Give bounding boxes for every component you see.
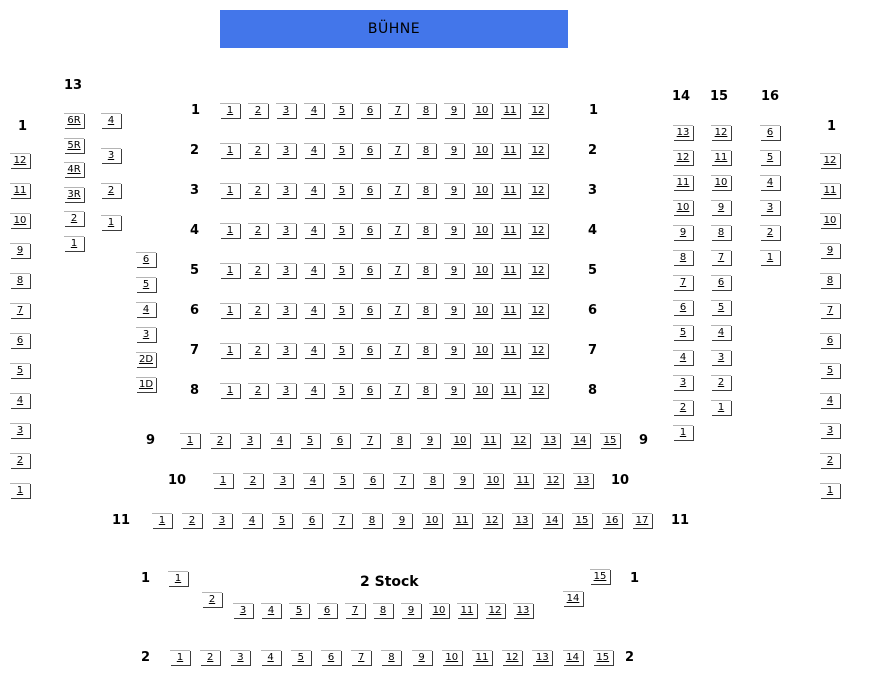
row-5-seat-11[interactable]: 11 (500, 263, 520, 278)
section-13-outer-seat-5R[interactable]: 5R (64, 138, 84, 153)
balcony-row-1-seat-8[interactable]: 8 (373, 603, 393, 618)
row-2-seat-6[interactable]: 6 (360, 143, 380, 158)
balcony-row-1-seat-9[interactable]: 9 (401, 603, 421, 618)
row-4-seat-7[interactable]: 7 (388, 223, 408, 238)
row-7-right-label: 7 (588, 343, 598, 358)
section-13-inner-seat-3[interactable]: 3 (101, 148, 121, 163)
row-4-seat-5[interactable]: 5 (332, 223, 352, 238)
section-14-seat-4[interactable]: 4 (673, 350, 693, 365)
row-2-seat-8[interactable]: 8 (416, 143, 436, 158)
row-7-left-label: 7 (190, 343, 200, 358)
row-10-left-label: 10 (168, 473, 187, 488)
balcony-row-2-seat-4[interactable]: 4 (261, 650, 281, 665)
side-column-seat-1D[interactable]: 1D (136, 377, 156, 392)
row-3-seat-4[interactable]: 4 (304, 183, 324, 198)
row-10-seat-5[interactable]: 5 (333, 473, 353, 488)
row-6-seat-10[interactable]: 10 (472, 303, 492, 318)
section-15-seat-8[interactable]: 8 (711, 225, 731, 240)
section-13-inner-seat-1[interactable]: 1 (101, 215, 121, 230)
right-column-seat-9[interactable]: 9 (820, 243, 840, 258)
row-5-seat-9[interactable]: 9 (444, 263, 464, 278)
balcony-row-2-seat-6[interactable]: 6 (321, 650, 341, 665)
stage-banner: BÜHNE (220, 10, 568, 48)
row-1-seat-6[interactable]: 6 (360, 103, 380, 118)
row-8-seat-12[interactable]: 12 (528, 383, 548, 398)
left-column-seat-10[interactable]: 10 (10, 213, 30, 228)
row-11-seat-3[interactable]: 3 (212, 513, 232, 528)
row-2-seat-1[interactable]: 1 (220, 143, 240, 158)
row-6-right-label: 6 (588, 303, 598, 318)
row-9-seat-13[interactable]: 13 (540, 433, 560, 448)
row-5-seat-4[interactable]: 4 (304, 263, 324, 278)
row-4-seat-11[interactable]: 11 (500, 223, 520, 238)
row-1-seat-8[interactable]: 8 (416, 103, 436, 118)
row-4-seat-6[interactable]: 6 (360, 223, 380, 238)
row-8-seat-9[interactable]: 9 (444, 383, 464, 398)
row-10-seat-6[interactable]: 6 (363, 473, 383, 488)
row-2-seat-5[interactable]: 5 (332, 143, 352, 158)
right-column-seat-7[interactable]: 7 (820, 303, 840, 318)
row-5-right-label: 5 (588, 263, 598, 278)
row-6-seat-12[interactable]: 12 (528, 303, 548, 318)
row-3-seat-9[interactable]: 9 (444, 183, 464, 198)
section-15-seat-9[interactable]: 9 (711, 200, 731, 215)
row-3-seat-3[interactable]: 3 (276, 183, 296, 198)
section-13-outer-seat-2[interactable]: 2 (64, 211, 84, 226)
row-10-seat-3[interactable]: 3 (273, 473, 293, 488)
row-7-seat-11[interactable]: 11 (500, 343, 520, 358)
row-1-right-label: 1 (589, 103, 599, 118)
row-10-seat-12[interactable]: 12 (543, 473, 563, 488)
row-8-seat-7[interactable]: 7 (388, 383, 408, 398)
right-column-label: 1 (827, 119, 837, 134)
row-5-seat-1[interactable]: 1 (220, 263, 240, 278)
balcony-row-1-seat-12[interactable]: 12 (485, 603, 505, 618)
balcony-row-2-right-label: 2 (625, 650, 635, 665)
row-8-right-label: 8 (588, 383, 598, 398)
section-16-label: 16 (761, 89, 780, 104)
row-3-seat-1[interactable]: 1 (220, 183, 240, 198)
row-2-right-label: 2 (588, 143, 598, 158)
balcony-row-1-seat-15[interactable]: 15 (590, 569, 610, 584)
row-5-seat-5[interactable]: 5 (332, 263, 352, 278)
row-10-seat-10[interactable]: 10 (483, 473, 503, 488)
balcony-row-1-seat-14[interactable]: 14 (563, 591, 583, 606)
section-16-seat-5[interactable]: 5 (760, 150, 780, 165)
row-5-seat-12[interactable]: 12 (528, 263, 548, 278)
row-3-right-label: 3 (588, 183, 598, 198)
row-6-seat-6[interactable]: 6 (360, 303, 380, 318)
section-13-outer-seat-6R[interactable]: 6R (64, 113, 84, 128)
balcony-row-2-seat-10[interactable]: 10 (442, 650, 462, 665)
row-4-seat-1[interactable]: 1 (220, 223, 240, 238)
section-14-seat-11[interactable]: 11 (673, 175, 693, 190)
section-13-outer-seat-4R[interactable]: 4R (64, 162, 84, 177)
row-9-seat-6[interactable]: 6 (330, 433, 350, 448)
row-4-seat-9[interactable]: 9 (444, 223, 464, 238)
balcony-row-2-seat-11[interactable]: 11 (472, 650, 492, 665)
side-column-seat-2D[interactable]: 2D (136, 352, 156, 367)
balcony-row-1-seat-1[interactable]: 1 (168, 571, 188, 586)
row-8-seat-3[interactable]: 3 (276, 383, 296, 398)
right-column-seat-3[interactable]: 3 (820, 423, 840, 438)
left-column-seat-7[interactable]: 7 (10, 303, 30, 318)
row-6-seat-2[interactable]: 2 (248, 303, 268, 318)
section-14-label: 14 (672, 89, 691, 104)
row-9-seat-7[interactable]: 7 (360, 433, 380, 448)
row-6-seat-7[interactable]: 7 (388, 303, 408, 318)
section-15-seat-6[interactable]: 6 (711, 275, 731, 290)
row-8-left-label: 8 (190, 383, 200, 398)
row-9-seat-11[interactable]: 11 (480, 433, 500, 448)
right-column-seat-2[interactable]: 2 (820, 453, 840, 468)
row-6-seat-4[interactable]: 4 (304, 303, 324, 318)
row-7-seat-6[interactable]: 6 (360, 343, 380, 358)
row-5-seat-10[interactable]: 10 (472, 263, 492, 278)
section-14-seat-1[interactable]: 1 (673, 425, 693, 440)
balcony-row-2-seat-15[interactable]: 15 (593, 650, 613, 665)
balcony-row-2-seat-9[interactable]: 9 (412, 650, 432, 665)
row-6-seat-9[interactable]: 9 (444, 303, 464, 318)
left-column-label: 1 (18, 119, 28, 134)
row-4-seat-8[interactable]: 8 (416, 223, 436, 238)
row-10-seat-8[interactable]: 8 (423, 473, 443, 488)
section-15-seat-3[interactable]: 3 (711, 350, 731, 365)
row-9-seat-5[interactable]: 5 (300, 433, 320, 448)
section-14-seat-12[interactable]: 12 (673, 150, 693, 165)
row-1-seat-11[interactable]: 11 (500, 103, 520, 118)
section-14-seat-10[interactable]: 10 (673, 200, 693, 215)
row-2-seat-2[interactable]: 2 (248, 143, 268, 158)
left-column-seat-3[interactable]: 3 (10, 423, 30, 438)
balcony-row-1-seat-3[interactable]: 3 (233, 603, 253, 618)
row-9-seat-12[interactable]: 12 (510, 433, 530, 448)
side-column-seat-3[interactable]: 3 (136, 327, 156, 342)
row-2-seat-11[interactable]: 11 (500, 143, 520, 158)
row-2-seat-7[interactable]: 7 (388, 143, 408, 158)
row-7-seat-12[interactable]: 12 (528, 343, 548, 358)
section-15-seat-12[interactable]: 12 (711, 125, 731, 140)
left-column-seat-6[interactable]: 6 (10, 333, 30, 348)
row-11-seat-10[interactable]: 10 (422, 513, 442, 528)
row-7-seat-4[interactable]: 4 (304, 343, 324, 358)
row-3-seat-2[interactable]: 2 (248, 183, 268, 198)
section-15-seat-5[interactable]: 5 (711, 300, 731, 315)
row-9-seat-14[interactable]: 14 (570, 433, 590, 448)
section-15-seat-10[interactable]: 10 (711, 175, 731, 190)
balcony-row-1-seat-10[interactable]: 10 (429, 603, 449, 618)
right-column-seat-6[interactable]: 6 (820, 333, 840, 348)
balcony-row-2-seat-8[interactable]: 8 (381, 650, 401, 665)
row-6-seat-8[interactable]: 8 (416, 303, 436, 318)
balcony-row-2-seat-13[interactable]: 13 (532, 650, 552, 665)
row-11-seat-2[interactable]: 2 (182, 513, 202, 528)
row-11-seat-6[interactable]: 6 (302, 513, 322, 528)
row-9-seat-8[interactable]: 8 (390, 433, 410, 448)
row-11-seat-14[interactable]: 14 (542, 513, 562, 528)
balcony-row-1-seat-2[interactable]: 2 (202, 592, 222, 607)
row-3-seat-7[interactable]: 7 (388, 183, 408, 198)
row-4-seat-12[interactable]: 12 (528, 223, 548, 238)
balcony-row-2-seat-12[interactable]: 12 (502, 650, 522, 665)
row-8-seat-1[interactable]: 1 (220, 383, 240, 398)
right-column-seat-12[interactable]: 12 (820, 153, 840, 168)
section-13-label: 13 (64, 78, 83, 93)
row-2-seat-9[interactable]: 9 (444, 143, 464, 158)
row-5-seat-2[interactable]: 2 (248, 263, 268, 278)
section-14-seat-8[interactable]: 8 (673, 250, 693, 265)
row-2-left-label: 2 (190, 143, 200, 158)
row-1-seat-2[interactable]: 2 (248, 103, 268, 118)
row-2-seat-10[interactable]: 10 (472, 143, 492, 158)
balcony-row-1-seat-11[interactable]: 11 (457, 603, 477, 618)
row-11-seat-11[interactable]: 11 (452, 513, 472, 528)
row-11-seat-12[interactable]: 12 (482, 513, 502, 528)
row-6-seat-1[interactable]: 1 (220, 303, 240, 318)
row-10-seat-1[interactable]: 1 (213, 473, 233, 488)
row-8-seat-11[interactable]: 11 (500, 383, 520, 398)
row-2-seat-4[interactable]: 4 (304, 143, 324, 158)
left-column-seat-4[interactable]: 4 (10, 393, 30, 408)
row-7-seat-10[interactable]: 10 (472, 343, 492, 358)
row-9-right-label: 9 (639, 433, 649, 448)
section-14-seat-13[interactable]: 13 (673, 125, 693, 140)
row-8-seat-4[interactable]: 4 (304, 383, 324, 398)
row-8-seat-10[interactable]: 10 (472, 383, 492, 398)
right-column-seat-1[interactable]: 1 (820, 483, 840, 498)
left-column-seat-11[interactable]: 11 (10, 183, 30, 198)
row-10-right-label: 10 (611, 473, 630, 488)
row-5-seat-8[interactable]: 8 (416, 263, 436, 278)
row-9-seat-10[interactable]: 10 (450, 433, 470, 448)
side-column-seat-6[interactable]: 6 (136, 252, 156, 267)
balcony-row-1-seat-4[interactable]: 4 (261, 603, 281, 618)
row-7-seat-9[interactable]: 9 (444, 343, 464, 358)
left-column-seat-2[interactable]: 2 (10, 453, 30, 468)
row-6-seat-5[interactable]: 5 (332, 303, 352, 318)
left-column-seat-5[interactable]: 5 (10, 363, 30, 378)
row-11-seat-4[interactable]: 4 (242, 513, 262, 528)
row-7-seat-3[interactable]: 3 (276, 343, 296, 358)
row-11-left-label: 11 (112, 513, 131, 528)
row-10-seat-4[interactable]: 4 (303, 473, 323, 488)
row-9-seat-2[interactable]: 2 (210, 433, 230, 448)
row-3-seat-12[interactable]: 12 (528, 183, 548, 198)
balcony-row-1-seat-5[interactable]: 5 (289, 603, 309, 618)
section-13-inner-seat-4[interactable]: 4 (101, 113, 121, 128)
row-1-seat-3[interactable]: 3 (276, 103, 296, 118)
row-7-seat-8[interactable]: 8 (416, 343, 436, 358)
left-column-seat-8[interactable]: 8 (10, 273, 30, 288)
row-3-seat-10[interactable]: 10 (472, 183, 492, 198)
balcony-title: 2 Stock (360, 574, 419, 590)
row-1-seat-5[interactable]: 5 (332, 103, 352, 118)
row-1-seat-9[interactable]: 9 (444, 103, 464, 118)
balcony-row-2-seat-5[interactable]: 5 (291, 650, 311, 665)
row-8-seat-5[interactable]: 5 (332, 383, 352, 398)
row-6-seat-3[interactable]: 3 (276, 303, 296, 318)
section-16-seat-1[interactable]: 1 (760, 250, 780, 265)
section-16-seat-6[interactable]: 6 (760, 125, 780, 140)
balcony-row-2-seat-1[interactable]: 1 (170, 650, 190, 665)
row-3-seat-11[interactable]: 11 (500, 183, 520, 198)
row-11-seat-17[interactable]: 17 (632, 513, 652, 528)
left-column-seat-9[interactable]: 9 (10, 243, 30, 258)
row-3-seat-6[interactable]: 6 (360, 183, 380, 198)
row-3-left-label: 3 (190, 183, 200, 198)
side-column-seat-4[interactable]: 4 (136, 302, 156, 317)
row-9-seat-4[interactable]: 4 (270, 433, 290, 448)
row-1-seat-10[interactable]: 10 (472, 103, 492, 118)
balcony-row-2-left-label: 2 (141, 650, 151, 665)
row-11-seat-5[interactable]: 5 (272, 513, 292, 528)
left-column-seat-12[interactable]: 12 (10, 153, 30, 168)
row-5-seat-3[interactable]: 3 (276, 263, 296, 278)
row-1-seat-7[interactable]: 7 (388, 103, 408, 118)
balcony-row-2-seat-2[interactable]: 2 (200, 650, 220, 665)
row-7-seat-2[interactable]: 2 (248, 343, 268, 358)
row-4-seat-10[interactable]: 10 (472, 223, 492, 238)
row-4-seat-4[interactable]: 4 (304, 223, 324, 238)
balcony-row-2-seat-7[interactable]: 7 (351, 650, 371, 665)
balcony-row-2-seat-3[interactable]: 3 (230, 650, 250, 665)
row-11-seat-9[interactable]: 9 (392, 513, 412, 528)
row-11-seat-13[interactable]: 13 (512, 513, 532, 528)
section-14-seat-7[interactable]: 7 (673, 275, 693, 290)
row-1-seat-1[interactable]: 1 (220, 103, 240, 118)
row-1-seat-4[interactable]: 4 (304, 103, 324, 118)
section-15-label: 15 (710, 89, 729, 104)
balcony-row-1-seat-6[interactable]: 6 (317, 603, 337, 618)
right-column-seat-5[interactable]: 5 (820, 363, 840, 378)
row-4-right-label: 4 (588, 223, 598, 238)
right-column-seat-10[interactable]: 10 (820, 213, 840, 228)
section-14-seat-6[interactable]: 6 (673, 300, 693, 315)
row-9-seat-3[interactable]: 3 (240, 433, 260, 448)
section-13-inner-seat-2[interactable]: 2 (101, 183, 121, 198)
row-7-seat-5[interactable]: 5 (332, 343, 352, 358)
row-8-seat-2[interactable]: 2 (248, 383, 268, 398)
section-15-seat-11[interactable]: 11 (711, 150, 731, 165)
row-10-seat-11[interactable]: 11 (513, 473, 533, 488)
section-14-seat-5[interactable]: 5 (673, 325, 693, 340)
balcony-row-1-left-label: 1 (141, 571, 151, 586)
section-13-outer-seat-1[interactable]: 1 (64, 236, 84, 251)
row-9-left-label: 9 (146, 433, 156, 448)
row-11-seat-15[interactable]: 15 (572, 513, 592, 528)
row-6-left-label: 6 (190, 303, 200, 318)
row-9-seat-9[interactable]: 9 (420, 433, 440, 448)
row-6-seat-11[interactable]: 11 (500, 303, 520, 318)
row-4-seat-2[interactable]: 2 (248, 223, 268, 238)
row-11-seat-1[interactable]: 1 (152, 513, 172, 528)
section-15-seat-4[interactable]: 4 (711, 325, 731, 340)
section-16-seat-4[interactable]: 4 (760, 175, 780, 190)
row-2-seat-3[interactable]: 3 (276, 143, 296, 158)
row-7-seat-7[interactable]: 7 (388, 343, 408, 358)
section-14-seat-3[interactable]: 3 (673, 375, 693, 390)
section-15-seat-1[interactable]: 1 (711, 400, 731, 415)
row-9-seat-1[interactable]: 1 (180, 433, 200, 448)
section-15-seat-7[interactable]: 7 (711, 250, 731, 265)
row-8-seat-6[interactable]: 6 (360, 383, 380, 398)
section-15-seat-2[interactable]: 2 (711, 375, 731, 390)
balcony-row-1-right-label: 1 (630, 571, 640, 586)
side-column-seat-5[interactable]: 5 (136, 277, 156, 292)
section-16-seat-3[interactable]: 3 (760, 200, 780, 215)
balcony-row-1-seat-7[interactable]: 7 (345, 603, 365, 618)
section-14-seat-2[interactable]: 2 (673, 400, 693, 415)
left-column-seat-1[interactable]: 1 (10, 483, 30, 498)
balcony-row-1-seat-13[interactable]: 13 (513, 603, 533, 618)
row-10-seat-13[interactable]: 13 (573, 473, 593, 488)
row-3-seat-8[interactable]: 8 (416, 183, 436, 198)
section-16-seat-2[interactable]: 2 (760, 225, 780, 240)
row-5-left-label: 5 (190, 263, 200, 278)
row-8-seat-8[interactable]: 8 (416, 383, 436, 398)
row-10-seat-7[interactable]: 7 (393, 473, 413, 488)
row-11-right-label: 11 (671, 513, 690, 528)
row-11-seat-16[interactable]: 16 (602, 513, 622, 528)
right-column-seat-8[interactable]: 8 (820, 273, 840, 288)
section-14-seat-9[interactable]: 9 (673, 225, 693, 240)
row-2-seat-12[interactable]: 12 (528, 143, 548, 158)
row-3-seat-5[interactable]: 5 (332, 183, 352, 198)
row-11-seat-8[interactable]: 8 (362, 513, 382, 528)
row-1-left-label: 1 (191, 103, 201, 118)
row-4-seat-3[interactable]: 3 (276, 223, 296, 238)
row-9-seat-15[interactable]: 15 (600, 433, 620, 448)
row-10-seat-9[interactable]: 9 (453, 473, 473, 488)
row-11-seat-7[interactable]: 7 (332, 513, 352, 528)
row-1-seat-12[interactable]: 12 (528, 103, 548, 118)
row-5-seat-6[interactable]: 6 (360, 263, 380, 278)
row-7-seat-1[interactable]: 1 (220, 343, 240, 358)
balcony-row-2-seat-14[interactable]: 14 (563, 650, 583, 665)
right-column-seat-11[interactable]: 11 (820, 183, 840, 198)
section-13-outer-seat-3R[interactable]: 3R (64, 187, 84, 202)
row-4-left-label: 4 (190, 223, 200, 238)
right-column-seat-4[interactable]: 4 (820, 393, 840, 408)
row-10-seat-2[interactable]: 2 (243, 473, 263, 488)
row-5-seat-7[interactable]: 7 (388, 263, 408, 278)
